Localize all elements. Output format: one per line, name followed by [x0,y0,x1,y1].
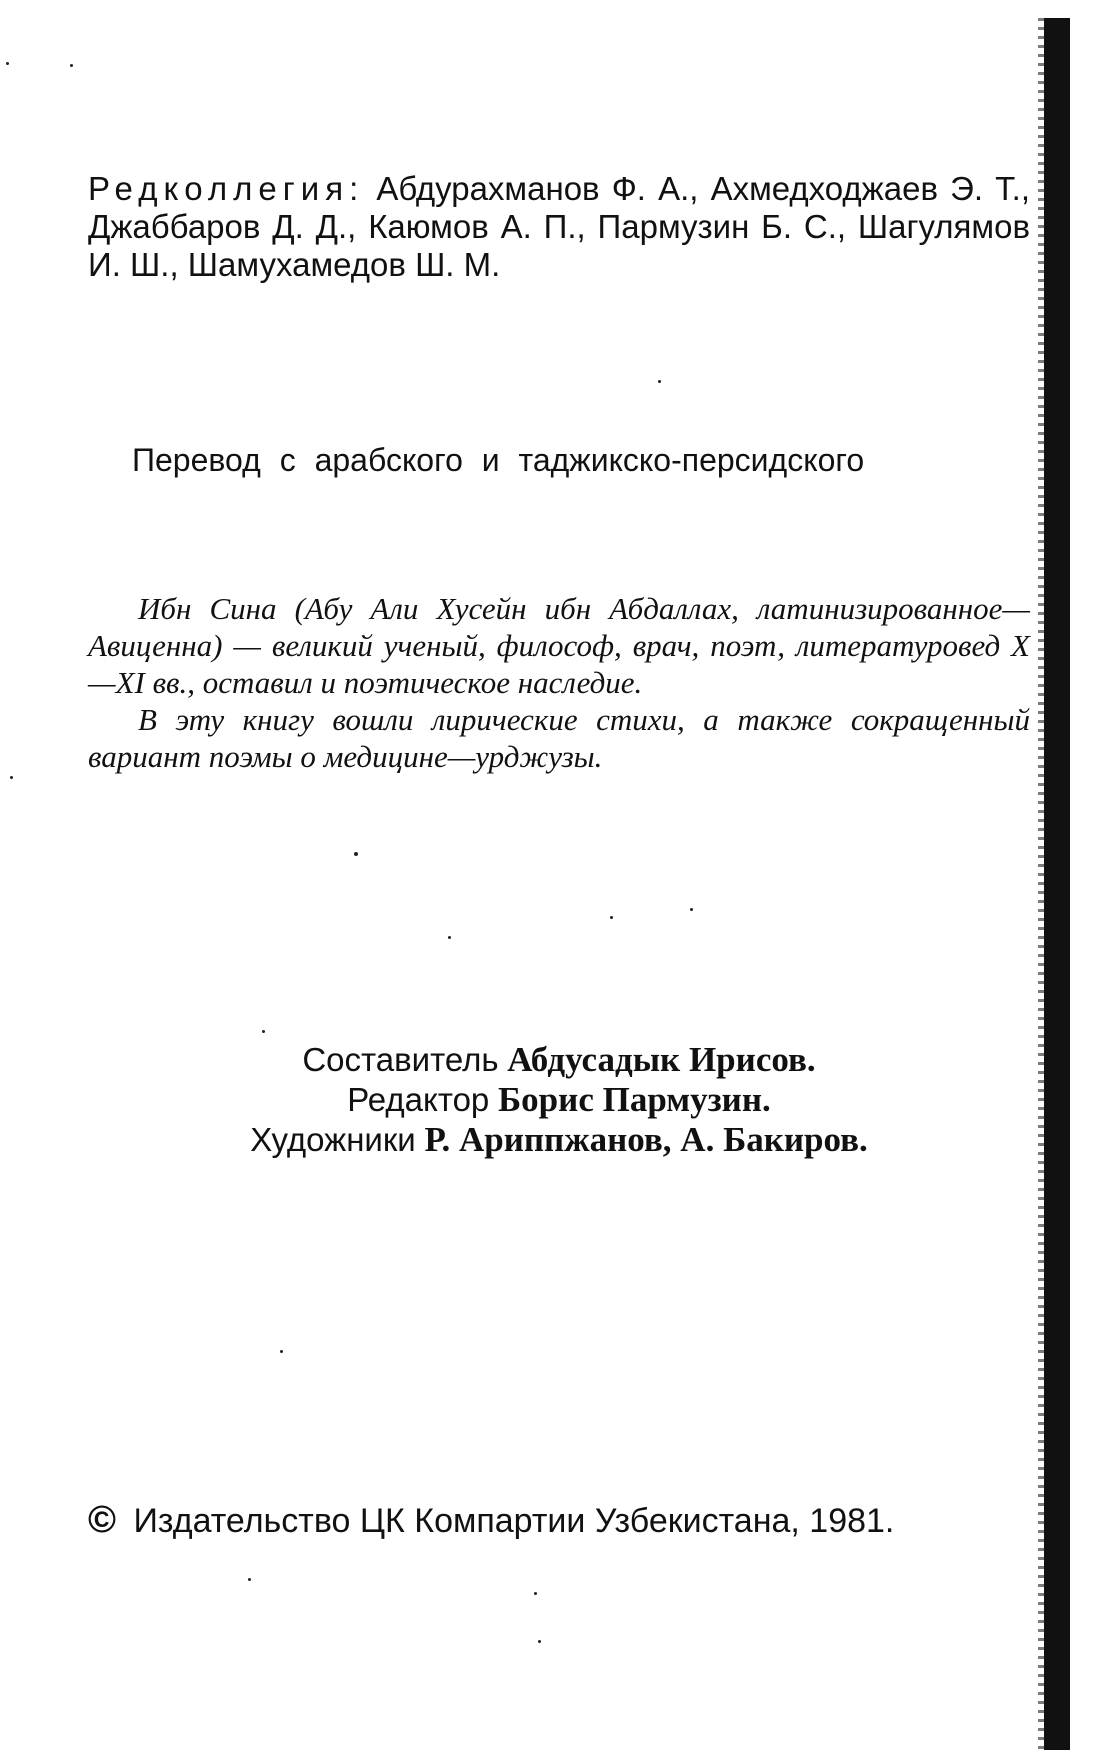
scan-speck [280,1350,283,1353]
editorial-board-members: Абдурахманов Ф. А., Ахмедходжаев Э. Т., Джаббаров Д. Д., Каюмов А. П., Пармузин Б. С., Шагулямов И. Ш., Шамухамедов Ш. М. [88,170,1030,283]
scan-speck [6,62,9,65]
credit-compiler [88,1040,1030,1080]
editorial-board [88,170,1030,284]
annotation-paragraph: В эту книгу вошли лирические стихи, а также сокращенный вариант поэмы о медицине—урджузы. [88,702,1030,774]
scan-speck [248,1578,251,1581]
copyright-icon: © [88,1499,116,1541]
scan-speck [70,64,73,67]
credits [88,1040,1030,1160]
credit-artists [88,1120,1030,1160]
scan-speck [354,852,358,856]
credit-role: Художники [250,1121,416,1158]
book-annotation [88,590,1030,775]
scan-speck [658,380,661,383]
scan-speck [448,936,451,939]
credit-name: Р. Ариппжанов, А. Бакиров. [424,1120,868,1159]
scan-speck [534,1592,537,1595]
scan-speck [538,1640,541,1643]
credit-editor [88,1080,1030,1120]
credit-role: Составитель [302,1041,499,1078]
copyright-text: Издательство ЦК Компартии Узбекистана, 1981. [133,1502,895,1540]
translation-note: Перевод с арабского и таджикско-персидского [132,442,865,478]
scan-speck [10,776,13,779]
annotation-paragraph: Ибн Сина (Абу Али Хусейн ибн Абдаллах, латинизированное—Авиценна) — великий ученый, философ, врач, поэт, литературовед X—XI вв., оставил и поэтическое наследие. [88,591,1030,700]
scan-speck [610,916,613,919]
credit-name: Борис Пармузин. [498,1080,771,1119]
editorial-board-label: Редколлегия: [88,170,365,207]
credit-name: Абдусадык Ирисов. [507,1040,816,1079]
scan-edge-shadow [1044,18,1070,1750]
copyright-line [88,1500,1048,1541]
scan-speck [690,908,693,911]
credit-role: Редактор [347,1081,490,1118]
scan-speck [262,1030,265,1033]
